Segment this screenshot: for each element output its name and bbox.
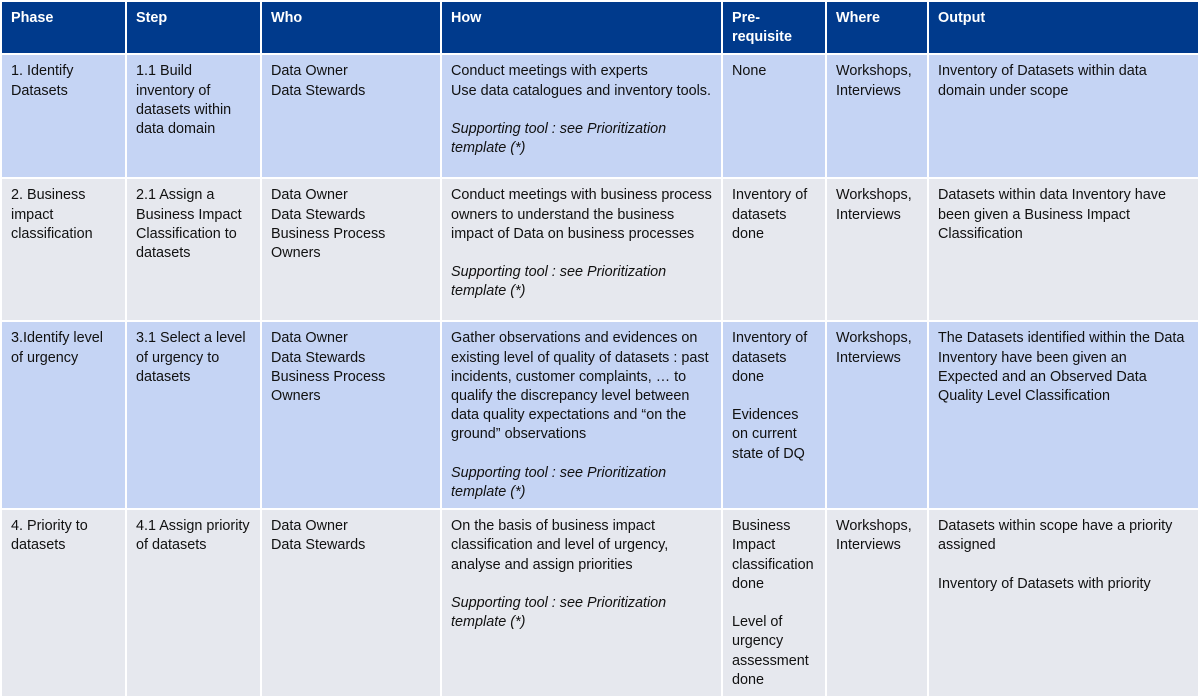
prereq-line: Inventory of datasets done (732, 330, 808, 385)
who-line: Business Process Owners (271, 225, 386, 262)
cell-prerequisite (723, 322, 825, 508)
cell-phase: 4. Priority to datasets (2, 510, 125, 696)
how-line: Gather observations and evidences on existing level of quality of datasets : past incidents, customer complaints, … to qualify the discrepancy level between data quality expectations and “on the ground” observations (451, 330, 709, 443)
who-line: Data Owner (271, 330, 348, 347)
who-line: Business Process Owners (271, 368, 386, 405)
cell-where: Workshops, Interviews (827, 510, 927, 696)
header-how: How (442, 2, 721, 53)
cell-how (442, 510, 721, 696)
cell-step: 2.1 Assign a Business Impact Classification to datasets (127, 179, 260, 320)
who-line: Data Owner (271, 518, 348, 535)
cell-output (929, 55, 1198, 177)
how-line: Conduct meetings with experts (451, 63, 648, 80)
cell-how (442, 55, 721, 177)
cell-where: Workshops, Interviews (827, 322, 927, 508)
cell-prerequisite (723, 179, 825, 320)
table-row (2, 179, 1198, 320)
header-output: Output (929, 2, 1198, 53)
who-line: Data Stewards (271, 537, 366, 554)
table-row (2, 55, 1198, 177)
who-line: Data Owner (271, 187, 348, 204)
cell-phase: 1. Identify Datasets (2, 55, 125, 177)
cell-where: Workshops, Interviews (827, 179, 927, 320)
header-phase: Phase (2, 2, 125, 53)
cell-phase: 2. Business impact classification (2, 179, 125, 320)
cell-who (262, 179, 440, 320)
output-line: Datasets within data Inventory have been given a Business Impact Classification (938, 187, 1166, 242)
supporting-tool-note: Supporting tool : see Prioritization template (*) (451, 464, 667, 501)
cell-step: 3.1 Select a level of urgency to datasets (127, 322, 260, 508)
how-line: Use data catalogues and inventory tools. (451, 82, 711, 99)
cell-output (929, 510, 1198, 696)
prereq-line: Business Impact classification done (732, 518, 814, 592)
table-row (2, 510, 1198, 696)
who-line: Data Stewards (271, 206, 366, 223)
prereq-line: Level of urgency assessment done (732, 614, 809, 688)
supporting-tool-note: Supporting tool : see Prioritization template (*) (451, 595, 667, 631)
table-row (2, 322, 1198, 508)
who-line: Data Owner (271, 63, 348, 80)
cell-phase: 3.Identify level of urgency (2, 322, 125, 508)
header-who: Who (262, 2, 440, 53)
header-prerequisite: Pre-requisite (723, 2, 825, 53)
cell-output (929, 322, 1198, 508)
output-line: Inventory of Datasets within data domain under scope (938, 63, 1147, 99)
cell-who (262, 55, 440, 177)
cell-where: Workshops, Interviews (827, 55, 927, 177)
header-where: Where (827, 2, 927, 53)
how-line: On the basis of business impact classification and level of urgency, analyse and assign priorities (451, 518, 669, 573)
cell-step: 1.1 Build inventory of datasets within data domain (127, 55, 260, 177)
cell-output (929, 179, 1198, 320)
output-line: Inventory of Datasets with priority (938, 575, 1151, 592)
how-line: Conduct meetings with business process owners to understand the business impact of Data on business processes (451, 187, 712, 242)
supporting-tool-note: Supporting tool : see Prioritization template (*) (451, 121, 667, 157)
prereq-line: Evidences on current state of DQ (732, 407, 805, 462)
output-line: The Datasets identified within the Data Inventory have been given an Expected and an Observed Data Quality Level Classification (938, 330, 1185, 405)
prereq-line: None (732, 63, 767, 80)
cell-prerequisite (723, 510, 825, 696)
cell-who (262, 322, 440, 508)
supporting-tool-note: Supporting tool : see Prioritization template (*) (451, 264, 667, 300)
cell-who (262, 510, 440, 696)
header-row (2, 2, 1198, 53)
cell-step: 4.1 Assign priority of datasets (127, 510, 260, 696)
cell-how (442, 322, 721, 508)
prereq-line: Inventory of datasets done (732, 187, 808, 242)
header-step: Step (127, 2, 260, 53)
who-line: Data Stewards (271, 82, 366, 99)
who-line: Data Stewards (271, 349, 366, 366)
cell-prerequisite (723, 55, 825, 177)
cell-how (442, 179, 721, 320)
output-line: Datasets within scope have a priority assigned (938, 518, 1173, 554)
